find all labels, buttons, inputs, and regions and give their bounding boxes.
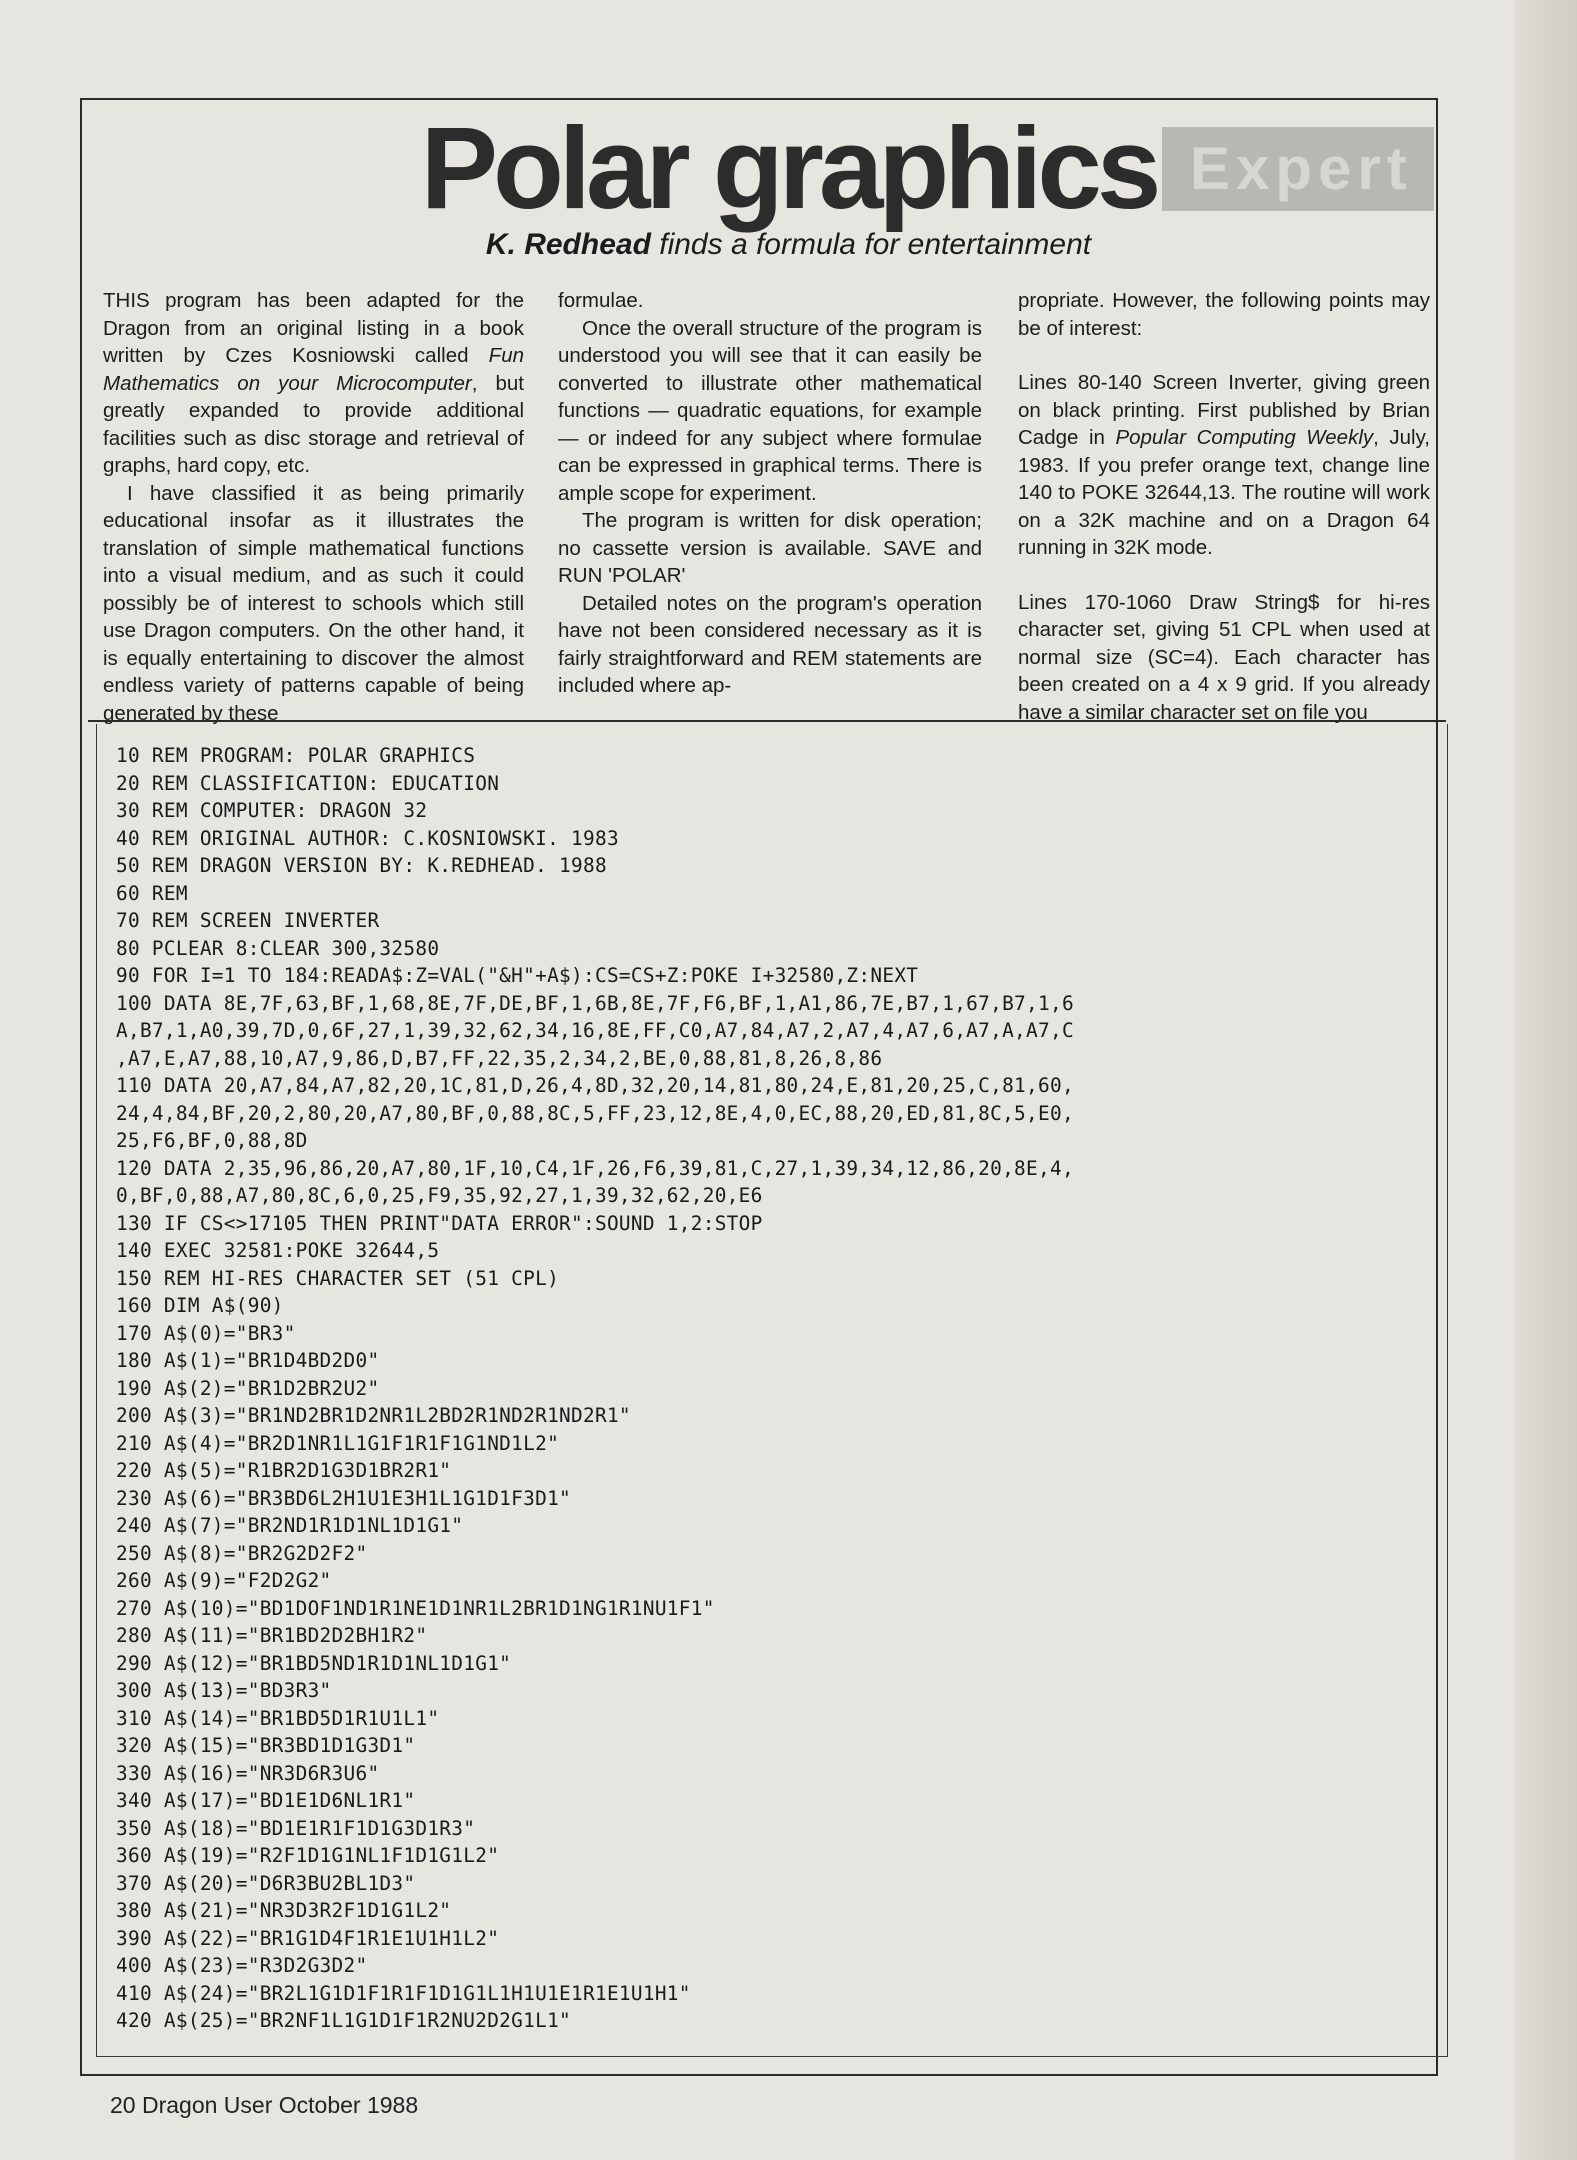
listing-line: 300 A$(13)="BD3R3"	[116, 1679, 332, 1702]
article-column-1	[103, 287, 524, 727]
listing-line: 380 A$(21)="NR3D3R2F1D1G1L2"	[116, 1899, 452, 1922]
standfirst	[0, 228, 1577, 262]
paragraph-inverter	[1018, 369, 1430, 562]
standfirst-text: finds a formula for entertainment	[659, 228, 1092, 261]
article-column-2	[558, 287, 982, 700]
author-name: K. Redhead	[485, 228, 651, 261]
paragraph-points: propriate. However, the following points may be of interest:	[1018, 289, 1430, 340]
program-listing	[116, 742, 1436, 2035]
listing-line: 24,4,84,BF,20,2,80,20,A7,80,BF,0,88,8C,5,FF,23,12,8E,4,0,EC,88,20,ED,81,8C,5,E0,	[116, 1101, 1074, 1125]
listing-line: 40 REM ORIGINAL AUTHOR: C.KOSNIOWSKI. 1983	[116, 826, 619, 850]
listing-line: 10 REM PROGRAM: POLAR GRAPHICS	[116, 744, 476, 767]
listing-line: 410 A$(24)="BR2L1G1D1F1R1F1D1G1L1H1U1E1R1E1U1H1"	[116, 1981, 691, 2005]
listing-line: 190 A$(2)="BR1D2BR2U2"	[116, 1376, 380, 1400]
listing-line: 240 A$(7)="BR2ND1R1D1NL1D1G1"	[116, 1514, 464, 1537]
listing-line: 250 A$(8)="BR2G2D2F2"	[116, 1541, 368, 1565]
listing-line: 130 IF CS<>17105 THEN PRINT"DATA ERROR":SOUND 1,2:STOP	[116, 1211, 763, 1235]
listing-line: 230 A$(6)="BR3BD6L2H1U1E3H1L1G1D1F3D1"	[116, 1486, 572, 1510]
listing-line: 350 A$(18)="BD1E1R1F1D1G3D1R3"	[116, 1816, 476, 1840]
paragraph-text: , but greatly expanded to provide additional facilities such as disc storage and retrieval of graphs, hard copy, etc.	[103, 371, 524, 477]
listing-line: 180 A$(1)="BR1D4BD2D0"	[116, 1349, 380, 1372]
magazine-title: Popular Computing Weekly	[1115, 426, 1374, 449]
listing-line: 260 A$(9)="F2D2G2"	[116, 1569, 332, 1592]
paragraph-intro	[103, 287, 524, 480]
listing-line: 420 A$(25)="BR2NF1L1G1D1F1R2NU2D2G1L1"	[116, 2009, 572, 2032]
listing-line: 210 A$(4)="BR2D1NR1L1G1F1R1F1G1ND1L2"	[116, 1431, 560, 1455]
listing-line: 0,BF,0,88,A7,80,8C,6,0,25,F9,35,92,27,1,39,32,62,20,E6	[116, 1184, 763, 1207]
listing-line: 90 FOR I=1 TO 184:READA$:Z=VAL("&H"+A$):CS=CS+Z:POKE I+32580,Z:NEXT	[116, 964, 919, 987]
listing-line: 25,F6,BF,0,88,8D	[116, 1129, 308, 1152]
listing-line: 370 A$(20)="D6R3BU2BL1D3"	[116, 1871, 416, 1895]
book-title: Fun Mathematics on your Microcomputer	[103, 344, 524, 395]
listing-line: 150 REM HI-RES CHARACTER SET (51 CPL)	[116, 1266, 560, 1290]
listing-line: 120 DATA 2,35,96,86,20,A7,80,1F,10,C4,1F,26,F6,39,81,C,27,1,39,34,12,86,20,8E,4,	[116, 1156, 1074, 1180]
ghost-section-header: Expert	[1162, 127, 1434, 211]
listing-line: 310 A$(14)="BR1BD5D1R1U1L1"	[116, 1706, 440, 1730]
listing-line: 390 A$(22)="BR1G1D4F1R1E1U1H1L2"	[116, 1926, 500, 1950]
listing-line: A,B7,1,A0,39,7D,0,6F,27,1,39,32,62,34,16,8E,FF,C0,A7,84,A7,2,A7,4,A7,6,A7,A,A7,C	[116, 1019, 1074, 1042]
paragraph-structure: Once the overall structure of the program is understood you will see that it can easily be converted to illustrate other mathematical functions — quadratic equations, for example — or indeed for any subject where formulae can be expressed in graphical terms. There is ample scope for experiment.	[558, 316, 982, 505]
listing-line: 140 EXEC 32581:POKE 32644,5	[116, 1239, 440, 1262]
listing-line: 340 A$(17)="BD1E1D6NL1R1"	[116, 1789, 416, 1812]
listing-line: 320 A$(15)="BR3BD1D1G3D1"	[116, 1734, 416, 1757]
paragraph-charset: Lines 170-1060 Draw String$ for hi-res character set, giving 51 CPL when used at normal size (SC=4). Each character has been created on a 4 x 9 grid. If you already have a similar character set on file you	[1018, 590, 1430, 724]
listing-line: 400 A$(23)="R3D2G3D2"	[116, 1954, 368, 1977]
listing-line: 80 PCLEAR 8:CLEAR 300,32580	[116, 936, 440, 960]
listing-line: 160 DIM A$(90)	[116, 1294, 284, 1317]
paragraph-notes: Detailed notes on the program's operation have not been considered necessary as it is fairly straightforward and REM statements are included where ap-	[558, 591, 982, 697]
paragraph-text: Lines 80-140 Screen Inverter, giving green on black printing. First published by Brian Cadge in	[1018, 371, 1430, 449]
listing-line: 20 REM CLASSIFICATION: EDUCATION	[116, 771, 500, 795]
paragraph-disk: The program is written for disk operation; no cassette version is available. SAVE and RUN 'POLAR'	[558, 509, 982, 587]
listing-line: 60 REM	[116, 881, 188, 905]
listing-line: 280 A$(11)="BR1BD2D2BH1R2"	[116, 1624, 428, 1647]
paragraph-text: , July, 1983. If you prefer orange text, change line 140 to POKE 32644,13. The routine will work on a 32K machine and on a Dragon 64 running in 32K mode.	[1018, 426, 1430, 559]
listing-line: 360 A$(19)="R2F1D1G1NL1F1D1G1L2"	[116, 1844, 500, 1867]
page-title: Polar graphics	[420, 103, 1157, 233]
listing-line: 110 DATA 20,A7,84,A7,82,20,1C,81,D,26,4,8D,32,20,14,81,80,24,E,81,20,25,C,81,60,	[116, 1074, 1074, 1097]
adjacent-page-edge	[1515, 0, 1577, 2160]
listing-line: 270 A$(10)="BD1DOF1ND1R1NE1D1NR1L2BR1D1NG1R1NU1F1"	[116, 1596, 715, 1620]
article-column-3	[1018, 287, 1430, 726]
listing-line: 170 A$(0)="BR3"	[116, 1321, 296, 1345]
listing-line: 70 REM SCREEN INVERTER	[116, 909, 380, 932]
listing-line: 100 DATA 8E,7F,63,BF,1,68,8E,7F,DE,BF,1,6B,8E,7F,F6,BF,1,A1,86,7E,B7,1,67,B7,1,6	[116, 991, 1074, 1015]
paragraph-classification: I have classified it as being primarily educational insofar as it illustrates the translation of simple mathematical functions into a visual medium, and as such it could possibly be of interest to schools which still use Dragon computers. On the other hand, it is equally entertaining to discover the almost endless variety of patterns capable of being generated by these	[103, 481, 524, 725]
listing-line: 50 REM DRAGON VERSION BY: K.REDHEAD. 1988	[116, 854, 607, 877]
page-footer: 20 Dragon User October 1988	[110, 2092, 419, 2118]
listing-line: ,A7,E,A7,88,10,A7,9,86,D,B7,FF,22,35,2,34,2,BE,0,88,81,8,26,8,86	[116, 1046, 883, 1070]
listing-line: 200 A$(3)="BR1ND2BR1D2NR1L2BD2R1ND2R1ND2R1"	[116, 1404, 631, 1427]
listing-line: 220 A$(5)="R1BR2D1G3D1BR2R1"	[116, 1459, 452, 1482]
listing-line: 330 A$(16)="NR3D6R3U6"	[116, 1761, 380, 1785]
listing-line: 30 REM COMPUTER: DRAGON 32	[116, 799, 428, 822]
listing-line: 290 A$(12)="BR1BD5ND1R1D1NL1D1G1"	[116, 1651, 512, 1675]
paragraph-formulae: formulae.	[558, 289, 644, 312]
paragraph-text: THIS program has been adapted for the Dragon from an original listing in a book written by Czes Kosniowski called	[103, 289, 524, 367]
